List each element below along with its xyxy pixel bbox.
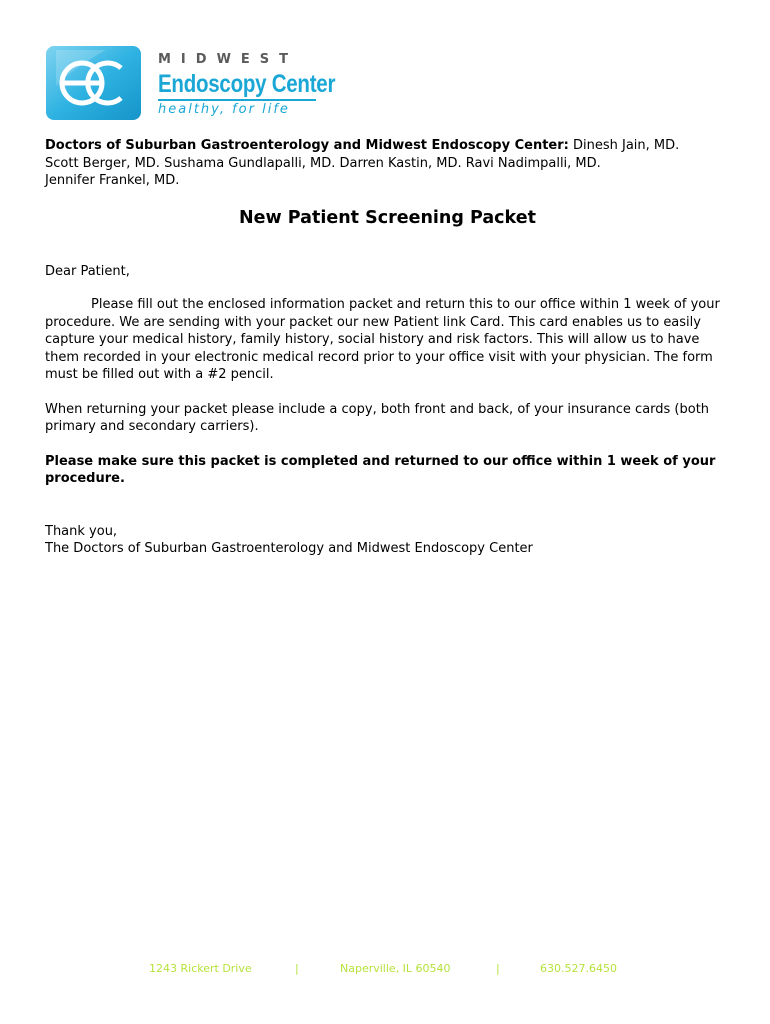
doctors-list — [45, 137, 730, 190]
logo — [46, 46, 336, 121]
footer-address: 1243 Rickert Drive — [149, 962, 252, 975]
paragraph-reminder: Please make sure this packet is completed and returned to our office within 1 week of your procedure. — [45, 453, 716, 486]
doctors-line-1 — [45, 137, 730, 155]
doctors-line1-rest: Dinesh Jain, MD. — [568, 138, 680, 153]
doctors-line-2: Scott Berger, MD. Sushama Gundlapalli, MD. Darren Kastin, MD. Ravi Nadimpalli, MD. — [45, 155, 601, 171]
logo-wordmark — [158, 52, 374, 117]
logo-tagline: healthy, for life — [158, 102, 290, 117]
doctors-line-3: Jennifer Frankel, MD. — [45, 173, 180, 188]
doctors-label: Doctors of Suburban Gastroenterology and Midwest Endoscopy Center: — [45, 138, 569, 153]
footer-city: Naperville, IL 60540 — [340, 962, 451, 975]
closing: Thank you, — [45, 523, 118, 539]
footer-phone: 630.527.6450 — [540, 962, 617, 975]
footer-separator: | — [496, 962, 500, 975]
logo-endoscopy-center: Endoscopy Center — [158, 70, 336, 98]
footer — [0, 962, 770, 980]
salutation: Dear Patient, — [45, 263, 130, 279]
letter-content — [45, 137, 730, 558]
logo-midwest: MIDWEST — [158, 52, 299, 67]
paragraph-insurance: When returning your packet please include a copy, both front and back, of your insurance cards (both primary and secondary carriers). — [45, 401, 710, 434]
logo-rule — [158, 99, 316, 101]
footer-separator: | — [295, 962, 299, 975]
ec-logo-icon — [46, 46, 141, 120]
paragraph-instructions: Please fill out the enclosed information packet and return this to our office within 1 week of your procedure. We are sending with your packet our new Patient link Card. This card enables us to easily capture your medical history, family history, social history and risk factors. This will allow us to have them recorded in your electronic medical record prior to your office visit with your physician. The form must be filled out with a #2 pencil. — [45, 297, 720, 382]
document-title: New Patient Screening Packet — [239, 207, 536, 228]
signature: The Doctors of Suburban Gastroenterology and Midwest Endoscopy Center — [45, 541, 533, 556]
